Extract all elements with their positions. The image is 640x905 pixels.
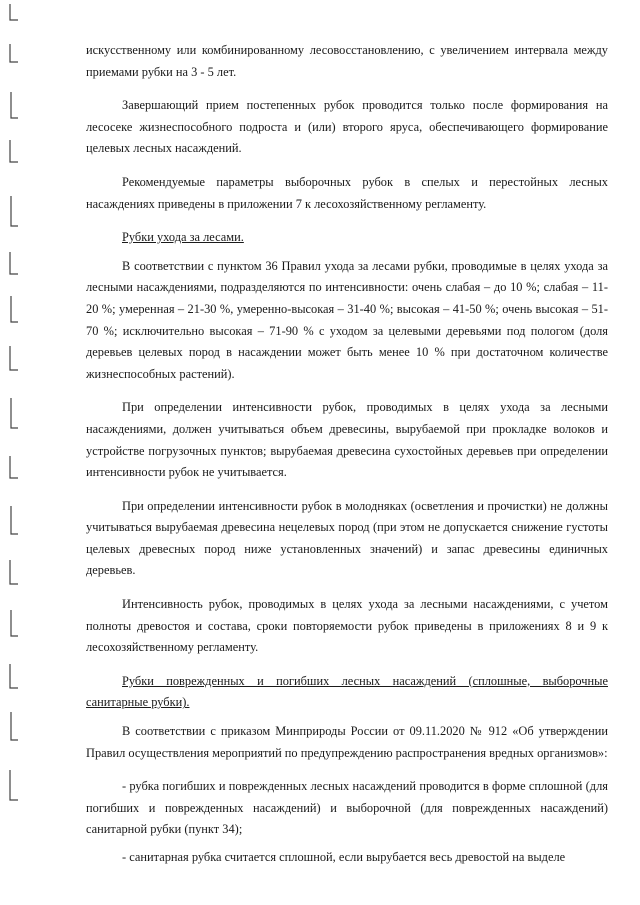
list-item-clear-sanitary: - санитарная рубка считается сплошной, если вырубается весь древостой на выделе [122, 850, 566, 864]
section-heading-sanitary [86, 671, 608, 714]
section-heading-thinning [86, 227, 608, 249]
paragraph-final-cut: Завершающий прием постепенных рубок проводится только после формирования на лесосеке жизнеспособного подроста и (или) второго яруса, обеспечивающего формирование целевых лесных насаждений. [86, 98, 608, 156]
section-heading-thinning-text: Рубки ухода за лесами. [122, 230, 244, 245]
list-item-dead-stands: - рубка погибших и поврежденных лесных насаждений проводится в форме сплошной (для погибших и поврежденных насаждений) и выборочной (для поврежденных насаждений) санитарной рубки (пункт 34); [86, 779, 608, 837]
paragraph-young-stands: При определении интенсивности рубок в молодняках (осветления и прочистки) не должны учитываться вырубаемая древесина нецелевых пород (при этом не допускается снижение густоты целевых древесных пород ниже установленных значений) и запас древесины единичных деревьев. [86, 498, 608, 578]
section-heading-sanitary-text: Рубки поврежденных и погибших лесных насаждений (сплошные, выборочные санитарные рубки). [86, 673, 608, 710]
paragraph-continuation: искусственному или комбинированному лесовосстановлению, с увеличением интервала между приемами рубки на 3 - 5 лет. [86, 43, 608, 79]
paragraph-intensity-classes: В соответствии с пунктом 36 Правил ухода за лесами рубки, проводимые в целях ухода за лесными насаждениями, подразделяются по интенсивности: очень слабая – до 10 %; слабая – 11-20 %; умеренная – 21-30 %, умеренно-высокая – 31-40 %; высокая – 41-50 %; очень высокая – 51-70 %; исключительно высокая – 71-90 % с уходом за целевыми деревьями под пологом (доля деревьев целевых пород в насаждении может быть менее 10 % при достаточном количестве жизнеспособных растений). [86, 258, 608, 381]
paragraph-selective-params: Рекомендуемые параметры выборочных рубок в спелых и перестойных лесных насаждениях приведены в приложении 7 к лесохозяйственному регламенту. [86, 174, 608, 211]
paragraph-intensity-appendix: Интенсивность рубок, проводимых в целях ухода за лесными насаждениями, с учетом полноты древостоя и состава, сроки повторяемости рубок приведены в приложениях 8 и 9 к лесохозяйственному регламенту. [86, 597, 608, 655]
paragraph-intensity-volume: При определении интенсивности рубок, проводимых в целях ухода за лесными насаждениями, должен учитываться объем древесины, вырубаемой при прокладке волоков и устройстве погрузочных пунктов; вырубаемая древесина сухостойных деревьев при определении интенсивности рубок не учитывается. [86, 400, 608, 480]
document-body [86, 40, 608, 875]
binding-edge-marks [0, 0, 30, 905]
paragraph-order-912: В соответствии с приказом Минприроды России от 09.11.2020 № 912 «Об утверждении Правил осуществления мероприятий по предупреждению распространения вредных организмов»: [86, 724, 608, 760]
